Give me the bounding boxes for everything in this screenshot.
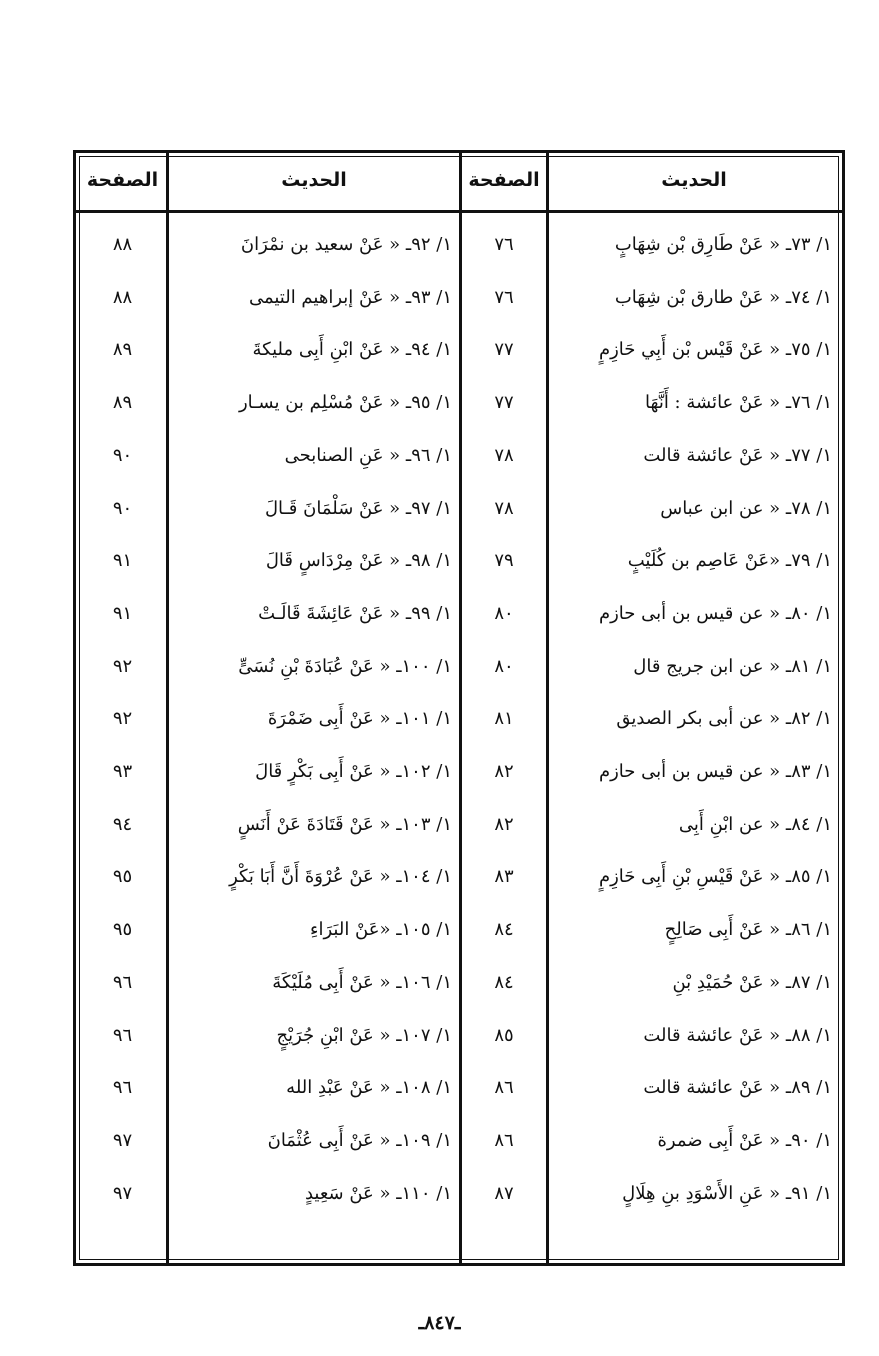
page-ref: ٩٣ (112, 761, 133, 782)
page-ref: ٧٧ (494, 392, 514, 414)
index-entry-left (0, 1016, 879, 1056)
header-hadith-left: الحديث (281, 169, 347, 191)
page-ref: ٨٢ (494, 813, 514, 835)
hadith-text: ١/ ١٠٤ـ « عَنْ عُرْوَةَ أَنَّ أَبَا بَكْرٍ (229, 866, 452, 888)
page-ref: ٩٤ (112, 813, 133, 835)
page-ref: ٨٠ (494, 602, 514, 624)
hadith-text: ١/ ١٠٧ـ « عَنْ ابْنِ جُرَيْجٍ (276, 1024, 452, 1046)
index-entry-left (0, 541, 879, 581)
hadith-text: ١/ ٧٧ـ « عَنْ عائشة قالت (643, 444, 832, 466)
index-entry-left (0, 910, 879, 950)
hadith-text: ١/ ٧٥ـ « عَنْ قَيْس بْن أَبِي حَازِمٍ (598, 339, 832, 361)
hadith-text: ١/ ١٠١ـ « عَنْ أَبِى ضَمْرَةَ (267, 708, 452, 730)
index-entry-left (0, 489, 879, 529)
hadith-text: ١/ ١٠٠ـ « عَنْ عُبَادَةَ بْنِ نُسَىٍّ (238, 655, 452, 677)
index-entry-left (0, 857, 879, 897)
hadith-text: ١/ ٧٦ـ « عَنْ عائشة : أَنَّهَا (645, 392, 832, 414)
page-ref: ٨٤ (494, 971, 514, 993)
page-ref: ٧٦ (494, 234, 514, 255)
hadith-text: ١/ ٧٤ـ « عَنْ طارق بْن شِهَاب (614, 286, 832, 308)
index-entry-left (0, 278, 879, 318)
hadith-text: ١/ ٩٥ـ « عَنْ مُسْلِم بن يسـار (238, 392, 452, 414)
page-ref: ٩١ (112, 550, 133, 572)
page-ref: ٩٧ (112, 1129, 133, 1151)
index-entry-left (0, 647, 879, 687)
page-ref: ٨٦ (494, 1077, 514, 1099)
hadith-text: ١/ ١٠٨ـ « عَنْ عَبْدِ الله (286, 1077, 452, 1099)
hadith-text: ١/ ١٠٥ـ «عَنْ البَرَاءِ (310, 919, 452, 941)
hadith-text: ١/ ٩٩ـ « عَنْ عَائِشَةَ قَالَـتْ (258, 602, 452, 624)
index-entry-left (0, 752, 879, 792)
hadith-text: ١/ ١٠٦ـ « عَنْ أَبِى مُلَيْكَةَ (272, 971, 452, 993)
hadith-text: ١/ ٨٩ـ « عَنْ عائشة قالت (643, 1077, 832, 1099)
hadith-text: ١/ ١٠٩ـ « عَنْ أَبِى عُثْمَانَ (267, 1129, 452, 1151)
page-ref: ٨١ (494, 708, 514, 730)
page-ref: ٧٧ (494, 339, 514, 361)
index-entry-left (0, 1174, 879, 1214)
hadith-text: ١/ ٩١ـ « عَنِ الأَسْوَدِ بنِ هِلَالٍ (622, 1182, 832, 1204)
index-entry-left (0, 699, 879, 739)
page-ref: ٨٥ (494, 1024, 514, 1046)
hadith-text: ١/ ٩٦ـ « عَنِ الصنابحى (284, 444, 452, 466)
hadith-text: ١/ ٨٢ـ « عن أبى بكر الصديق (616, 708, 832, 730)
hadith-text: ١/ ٩٤ـ « عَنْ ابْنِ أَبِى مليكةَ (252, 339, 452, 361)
hadith-text: ١/ ٧٩ـ «عَنْ عَاصِم بن كُلَيْبٍ (627, 550, 832, 572)
page-ref: ٩٧ (112, 1182, 133, 1204)
page-ref: ٨٤ (494, 919, 514, 941)
page-ref: ٩١ (112, 602, 133, 624)
hadith-text: ١/ ٩٨ـ « عَنْ مِرْدَاسٍ قَالَ (265, 550, 452, 572)
hadith-text: ١/ ٨٦ـ « عَنْ أَبِى صَالِحٍ (664, 919, 832, 941)
page-ref: ٩٦ (112, 1024, 133, 1046)
index-entry-left (0, 436, 879, 476)
index-entry-left (0, 383, 879, 423)
hadith-text: ١/ ٧٨ـ « عن ابن عباس (660, 497, 832, 519)
hadith-text: ١/ ٨٨ـ « عَنْ عائشة قالت (643, 1024, 832, 1046)
header-divider (73, 210, 845, 213)
page-ref: ٧٨ (494, 444, 514, 466)
hadith-text: ١/ ٩٠ـ « عَنْ أَبِى ضمرة (657, 1129, 832, 1151)
hadith-text: ١/ ١١٠ـ « عَنْ سَعِيدٍ (304, 1182, 452, 1204)
index-entry-left (0, 1068, 879, 1108)
page-ref: ٩٢ (112, 708, 133, 730)
page-ref: ٩٢ (112, 655, 133, 677)
hadith-text: ١/ ١٠٢ـ « عَنْ أَبِى بَكْرٍ قَالَ (255, 761, 452, 782)
header-page-left: الصفحة (86, 169, 159, 191)
page-ref: ٨٨ (112, 234, 133, 255)
page-ref: ٩٥ (112, 866, 133, 888)
page-ref: ٩٦ (112, 971, 133, 993)
header-hadith-right: الحديث (661, 169, 727, 191)
page-ref: ٨٣ (494, 866, 514, 888)
header-page-right: الصفحة (468, 169, 540, 191)
page-number: ـ٨٤٧ـ (418, 1312, 461, 1334)
page-ref: ٩٠ (112, 444, 133, 466)
page-ref: ٧٦ (494, 286, 514, 308)
hadith-text: ١/ ٨٤ـ « عن ابْنِ أَبِى (678, 813, 832, 835)
page-ref: ٨٨ (112, 286, 133, 308)
hadith-text: ١/ ٨٧ـ « عَنْ حُمَيْدِ بْنِ (672, 971, 832, 993)
index-entry-left (0, 594, 879, 634)
hadith-text: ١/ ٨٥ـ « عَنْ قَيْسِ بْنِ أَبِى حَازِمٍ (598, 866, 832, 888)
hadith-text: ١/ ٨٠ـ « عن قيس بن أبى حازم (598, 602, 832, 624)
index-entry-left (0, 805, 879, 845)
hadith-text: ١/ ٨١ـ « عن ابن جريج قال (633, 655, 832, 677)
page-ref: ٩٦ (112, 1077, 133, 1099)
hadith-text: ١/ ٩٢ـ « عَنْ سعيد بن نمْرَانَ (240, 234, 452, 255)
page-ref: ٩٥ (112, 919, 133, 941)
page-ref: ٨٩ (112, 339, 133, 361)
page-ref: ٩٠ (112, 497, 133, 519)
index-entry-left (0, 1121, 879, 1161)
hadith-text: ١/ ٩٧ـ « عَنْ سَلْمَانَ قَـالَ (264, 497, 452, 519)
hadith-text: ١/ ٩٣ـ « عَنْ إبراهيم التيمى (248, 286, 452, 308)
page-ref: ٧٩ (494, 550, 514, 572)
index-entry-left (0, 225, 879, 265)
hadith-text: ١/ ١٠٣ـ « عَنْ قَتَادَةَ عَنْ أَنَسٍ (237, 813, 452, 835)
page-ref: ٨٩ (112, 392, 133, 414)
page-ref: ٨٦ (494, 1129, 514, 1151)
page-ref: ٨٢ (494, 761, 514, 782)
hadith-text: ١/ ٨٣ـ « عن قيس بن أبى حازم (598, 761, 832, 782)
hadith-text: ١/ ٧٣ـ « عَنْ طَارِق بْن شِهَابٍ (614, 234, 832, 255)
index-entry-left (0, 963, 879, 1003)
page-ref: ٧٨ (494, 497, 514, 519)
page-ref: ٨٠ (494, 655, 514, 677)
index-entry-left (0, 330, 879, 370)
page-ref: ٨٧ (494, 1182, 514, 1204)
